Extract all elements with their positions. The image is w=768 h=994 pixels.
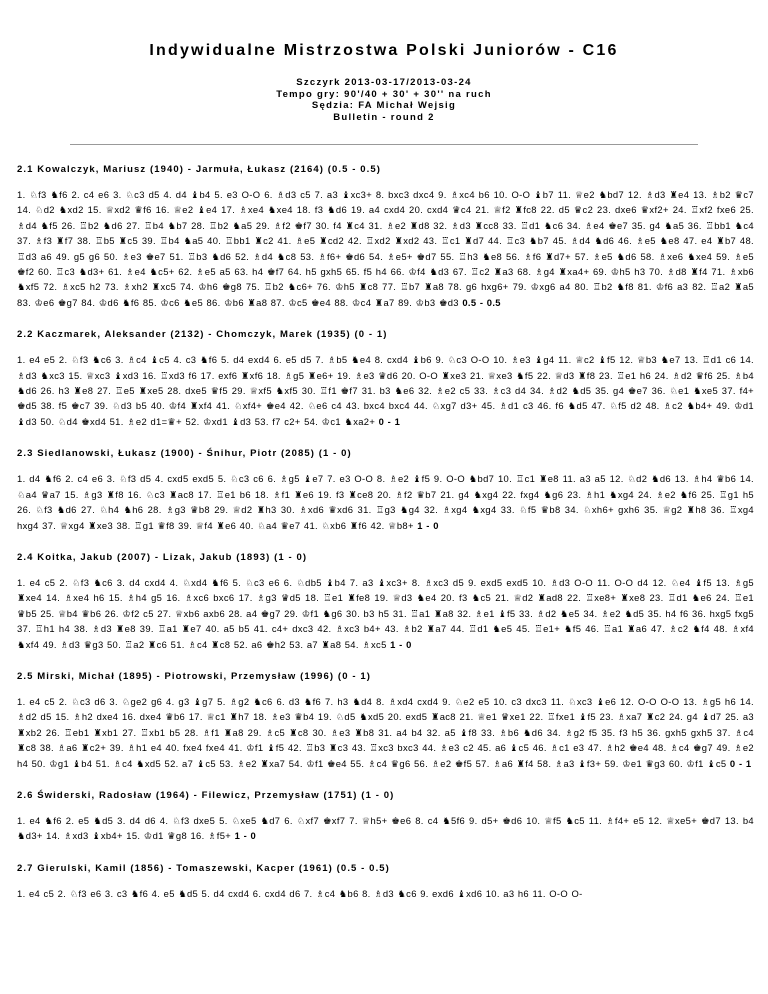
game-title: 2.2 Kaczmarek, Aleksander (2132) - Chomczyk, Marek (1935) (0 - 1) <box>17 329 388 341</box>
move-text: 1. e4 ♞f6 2. e5 ♞d5 3. d4 d6 4. ♘f3 dxe5 5. ♘xe5 ♞d7 6. ♘xf7 ♚xf7 7. ♕h5+ ♚e6 8. c4 ♞5f6 9. d5+ ♚d6 10. ♕f5 ♞c5 11. ♗f4+ e5 12. ♕xe5+ ♚d7 13. b4 ♞d3+ 14. ♗xd3 ♝xb4+ 15. ♔d1 ♛g8 16. ♗f5+ <box>17 814 754 842</box>
game-result: 1 - 0 <box>390 638 412 650</box>
bulletin-round: Bulletin - round 2 <box>333 111 435 123</box>
game-moves <box>17 471 754 533</box>
game-moves <box>17 187 754 310</box>
game-entry <box>17 552 754 652</box>
move-text: 1. e4 c5 2. ♘c3 d6 3. ♘ge2 g6 4. g3 ♝g7 5. ♗g2 ♞c6 6. d3 ♞f6 7. h3 ♞d4 8. ♗xd4 cxd4 9. ♘e2 e5 10. c3 dxc3 11. ♘xc3 ♝e6 12. O-O O-O 13. ♗g5 h6 14. ♗d2 d5 15. ♗h2 dxe4 16. dxe4 ♛b6 17. ♕c1 ♜h7 18. ♗e3 ♛b4 19. ♘d5 ♞xd5 20. exd5 ♜ac8 21. ♕e1 ♛xe1 22. ♖fxe1 ♝f5 23. ♗xa7 ♜c2 24. g4 ♝d7 25. a3 ♜xb2 26. ♖eb1 ♜xb1 27. ♖xb1 b5 28. ♗f1 ♜a8 29. ♗c5 ♜c8 30. ♗e3 ♜b8 31. a4 b4 32. a5 ♝f8 33. ♗b6 ♞d6 34. ♗g2 f5 35. f3 h5 36. gxh5 gxh5 37. ♗c4 ♜c8 38. ♗a6 ♜c2+ 39. ♗h1 e4 40. fxe4 fxe4 41. ♔f1 ♝f5 42. ♖b3 ♜c3 43. ♖xc3 bxc3 44. ♗e3 c2 45. a6 ♝c5 46. ♗c1 e3 47. ♗h2 ♚e4 48. ♗c4 ♚g7 49. ♗e2 h4 50. ♔g1 ♝b4 51. ♗c4 ♞xd5 52. a7 ♝c5 53. ♗e2 ♜xa7 54. ♔f1 ♚e4 55. ♗c4 ♛g6 56. ♗e2 ♚f5 57. ♗a6 ♜f4 58. ♗a3 ♝f3+ 59. ♔e1 ♛g3 60. ♔f1 ♝c5 <box>17 695 754 769</box>
game-moves <box>17 575 754 652</box>
game-result: 0 - 1 <box>378 415 401 427</box>
move-text: 1. d4 ♞f6 2. c4 e6 3. ♘f3 d5 4. cxd5 exd5 5. ♘c3 c6 6. ♗g5 ♝e7 7. e3 O-O 8. ♗e2 ♝f5 9. O-O ♞bd7 10. ♖c1 ♜e8 11. a3 a5 12. ♘d2 ♞d6 13. ♗h4 ♛b6 14. ♘a4 ♛a7 15. ♗g3 ♜f8 16. ♘c3 ♜ac8 17. ♖e1 b6 18. ♗f1 ♜e6 19. f3 ♜ce8 20. ♗f2 ♛b7 21. g4 ♞xg4 22. fxg4 ♞g6 23. ♗h1 ♞xg4 24. ♗e2 ♞f6 25. ♖g1 h5 26. ♘f3 ♞d6 27. ♘h4 ♞h6 28. ♗g3 ♛b8 29. ♕d2 ♜h3 30. ♗xd6 ♛xd6 31. ♖g3 ♞g4 32. ♗xg4 ♞xg4 33. ♘f5 ♛b8 34. ♘xh6+ gxh6 35. ♕g2 ♜h8 36. ♖xg4 hxg4 37. ♕xg4 ♜xe3 38. ♖g1 ♛f8 39. ♕f4 ♜e6 40. ♘a4 ♛e7 41. ♘xb6 ♜f6 42. ♕b8+ <box>17 473 754 531</box>
game-entry <box>17 164 754 310</box>
games-list <box>17 164 754 920</box>
game-moves <box>17 886 754 901</box>
game-result: 0 - 1 <box>729 757 752 769</box>
game-title: 2.7 Gierulski, Kamil (1856) - Tomaszewski, Kacper (1961) (0.5 - 0.5) <box>17 862 390 874</box>
header-divider <box>70 144 698 145</box>
place-dates: Szczyrk 2013-03-17/2013-03-24 <box>296 77 472 88</box>
game-entry <box>17 329 754 429</box>
game-title: 2.4 Koitka, Jakub (2007) - Lizak, Jakub (1893) (1 - 0) <box>17 551 308 563</box>
game-entry <box>17 671 754 771</box>
game-entry <box>17 448 754 533</box>
game-title: 2.6 Świderski, Radosław (1964) - Filewicz, Przemysław (1751) (1 - 0) <box>17 789 395 801</box>
game-title: 2.3 Siedlanowski, Łukasz (1900) - Śnihur, Piotr (2085) (1 - 0) <box>17 448 352 460</box>
game-title: 2.1 Kowalczyk, Mariusz (1940) - Jarmuła, Łukasz (2164) (0.5 - 0.5) <box>17 164 382 175</box>
game-result: 0.5 - 0.5 <box>462 296 501 308</box>
game-moves <box>17 694 754 771</box>
game-entry <box>17 790 754 844</box>
move-text: 1. e4 c5 2. ♘f3 e6 3. c3 ♞f6 4. e5 ♞d5 5. d4 cxd4 6. cxd4 d6 7. ♗c4 ♞b6 8. ♗d3 ♞c6 9. exd6 ♝xd6 10. a3 h6 11. O-O O- <box>17 887 583 899</box>
game-moves <box>17 813 754 844</box>
game-entry <box>17 863 754 901</box>
time-control: Tempo gry: 90'/40 + 30' + 30'' na ruch <box>276 88 492 100</box>
arbiter: Sędzia: FA Michał Wejsig <box>311 100 457 111</box>
tournament-title: Indywidualne Mistrzostwa Polski Juniorów - C16 <box>149 42 619 59</box>
game-result: 1 - 0 <box>234 830 257 842</box>
bulletin-header <box>0 42 768 123</box>
game-moves <box>17 352 754 429</box>
game-title: 2.5 Mirski, Michał (1895) - Piotrowski, Przemysław (1996) (0 - 1) <box>17 670 371 682</box>
game-result: 1 - 0 <box>417 519 439 531</box>
move-text: 1. e4 e5 2. ♘f3 ♞c6 3. ♗c4 ♝c5 4. c3 ♞f6 5. d4 exd4 6. e5 d5 7. ♗b5 ♞e4 8. cxd4 ♝b6 9. ♘c3 O-O 10. ♗e3 ♝g4 11. ♕c2 ♝f5 12. ♕b3 ♞e7 13. ♖d1 c6 14. ♗d3 ♞xc3 15. ♕xc3 ♝xd3 16. ♖xd3 f6 17. exf6 ♜xf6 18. ♗g5 ♜e6+ 19. ♗e3 ♛d6 20. O-O ♜xe3 21. ♕xe3 ♞f5 22. ♕d3 ♜f8 23. ♖e1 h6 24. ♗d2 ♛f6 25. ♗b4 ♞d6 26. h3 ♜e8 27. ♖e5 ♜xe5 28. dxe5 ♛f5 29. ♕xf5 ♞xf5 30. ♖f1 ♚f7 31. b3 ♞e6 32. ♗e2 c5 33. ♗c3 d4 34. ♗d2 ♞d5 35. g4 ♚e7 36. ♘e1 ♞xe5 37. f4+ ♚d5 38. f5 ♚c7 39. ♘d3 b5 40. ♔f4 ♜xf4 41. ♘xf4+ ♚e4 42. ♘e6 c4 43. bxc4 bxc4 44. ♘xg7 d3+ 45. ♗d1 c3 46. f6 ♞d5 47. ♘f5 d2 48. ♗c2 ♞b4+ 49. ♔d1 ♝d3 50. ♘d4 ♚xd4 51. ♗e2 d1=♛+ 52. ♔xd1 ♝d3 53. f7 c2+ 54. ♔c1 ♞xa2+ <box>17 354 754 427</box>
move-text: 1. e4 c5 2. ♘f3 ♞c6 3. d4 cxd4 4. ♘xd4 ♞f6 5. ♘c3 e6 6. ♘db5 ♝b4 7. a3 ♝xc3+ 8. ♗xc3 d5 9. exd5 exd5 10. ♗d3 O-O 11. O-O d4 12. ♘e4 ♝f5 13. ♗g5 ♜xe4 14. ♗xe4 h6 15. ♗h4 g5 16. ♗xc6 bxc6 17. ♗g3 ♛d5 18. ♖e1 ♜fe8 19. ♕d3 ♞e4 20. f3 ♞c5 21. ♕d2 ♜ad8 22. ♖xe8+ ♜xe8 23. ♖d1 ♞e6 24. ♖e1 ♛b5 25. ♕b4 ♛b6 26. ♔f2 c5 27. ♕xb6 axb6 28. a4 ♚g7 29. ♔f1 ♞g6 30. b3 h5 31. ♖a1 ♜a8 32. ♗e1 ♝f5 33. ♗d2 ♞e5 34. ♗e2 ♞d5 35. h4 f6 36. hxg5 fxg5 37. ♖h1 h4 38. ♗d3 ♜e8 39. ♖a1 ♜e7 40. a5 b5 41. c4+ dxc3 42. ♗xc3 b4+ 43. ♗b2 ♜a7 44. ♖d1 ♞e5 45. ♖e1+ ♞f5 46. ♖a1 ♜a6 47. ♗c2 ♞f4 48. ♗xf4 ♞xf4 49. ♗d3 ♛g3 50. ♖a2 ♜c6 51. ♗c4 ♜c8 52. a6 ♚h2 53. a7 ♜a8 54. ♗xc5 <box>17 576 754 650</box>
move-text: 1. ♘f3 ♞f6 2. c4 e6 3. ♘c3 d5 4. d4 ♝b4 5. e3 O-O 6. ♗d3 c5 7. a3 ♝xc3+ 8. bxc3 dxc4 9. ♗xc4 b6 10. O-O ♝b7 11. ♕e2 ♞bd7 12. ♗d3 ♜e4 13. ♗b2 ♛c7 14. ♘d2 ♞xd2 15. ♕xd2 ♛f6 16. ♕e2 ♝e4 17. ♗xe4 ♞xe4 18. f3 ♞d6 19. a4 cxd4 20. cxd4 ♛c4 21. ♕f2 ♜fc8 22. d5 ♛c2 23. dxe6 ♛xf2+ 24. ♖xf2 fxe6 25. ♗d4 ♞f5 26. ♖b2 ♞d6 27. ♖b4 ♞b7 28. ♖b2 ♞a5 29. ♗f2 ♚f7 30. f4 ♜c4 31. ♗e2 ♜d8 32. ♗d3 ♜cc8 33. ♖d1 ♞c6 34. ♗e4 ♚e7 35. g4 ♞a5 36. ♖bb1 ♞c4 37. ♗f3 ♜f7 38. ♖b5 ♜c5 39. ♖b4 ♞a5 40. ♖bb1 ♜c2 41. ♗e5 ♜cd2 42. ♖xd2 ♜xd2 43. ♖c1 ♜d7 44. ♖c3 ♞b7 45. ♗d4 ♞d6 46. ♗e5 ♞e8 47. e4 ♜b7 48. ♖d3 a6 49. g5 g6 50. ♗e3 ♚e7 51. ♖b3 ♞d6 52. ♗d4 ♞c8 53. ♗f6+ ♚d6 54. ♗e5+ ♚d7 55. ♖h3 ♞e8 56. ♗f6 ♜d7+ 57. ♗e5 ♞d6 58. ♗xe6 ♞xe4 59. ♗e5 ♚f2 60. ♖c3 ♞d3+ 61. ♗e4 ♞c5+ 62. ♗e5 a5 63. h4 ♚f7 64. h5 gxh5 65. f5 h4 66. ♔f4 ♞d3 67. ♖c2 ♜a3 68. ♗g4 ♜xa4+ 69. ♔h5 h3 70. ♗d8 ♜f4 71. ♗xb6 ♞xf5 72. ♗xc5 h2 73. ♗xh2 ♜xc5 74. ♔h6 ♚g8 75. ♖b2 ♞c6+ 76. ♔h5 ♜c8 77. ♖b7 ♜a8 78. g6 hxg6+ 79. ♔xg6 a4 80. ♖b2 ♞f8 81. ♔f6 a3 82. ♖a2 ♜a5 83. ♔e6 ♚g7 84. ♔d6 ♞f6 85. ♔c6 ♞e5 86. ♔b6 ♜a8 87. ♔c5 ♚e4 88. ♔c4 ♜a7 89. ♔b3 ♚d3 <box>17 189 754 308</box>
